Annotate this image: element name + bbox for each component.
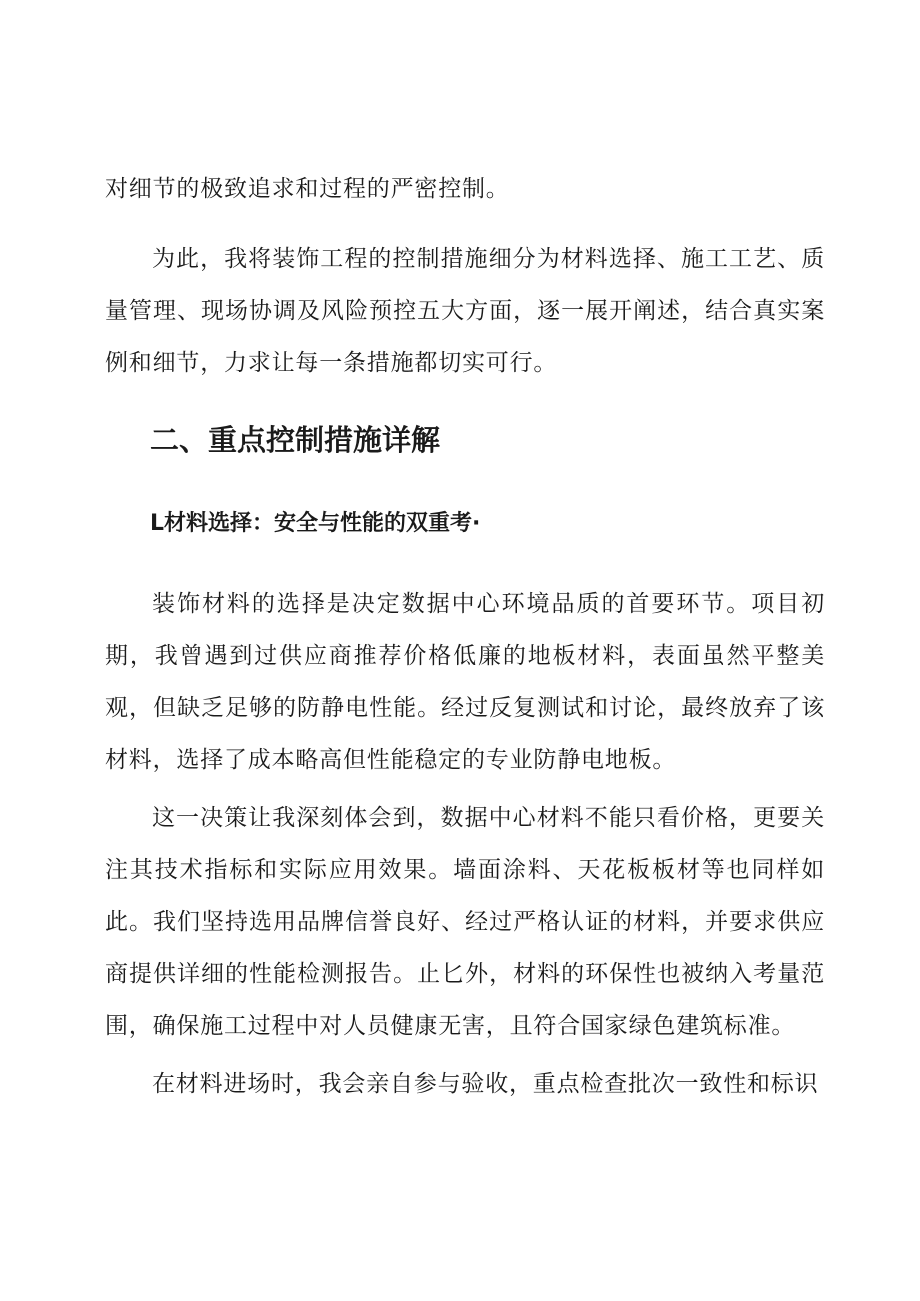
section-heading: 二、重点控制措施详解 — [150, 423, 441, 457]
body-paragraph: 在材料进场时，我会亲自参与验收，重点检查批次一致性和标识 — [152, 1071, 819, 1097]
intro-paragraph: 为此，我将装饰工程的控制措施细分为材料选择、施工工艺、质量管理、现场协调及风险预控五大方面，逐一展开阐述，结合真实案例和细节，力求让每一条措施都切实可行。 — [105, 246, 825, 376]
body-paragraph: 这一决策让我深刻体会到，数据中心材料不能只看价格，更要关注其技术指标和实际应用效果。墙面涂料、天花板板材等也同样如此。我们坚持选用品牌信誉良好、经过严格认证的材料，并要求供应商提供详细的性能检测报告。止匕外，材料的环保性也被纳入考量范围，确保施工过程中对人员健康无害，且符合国家绿色建筑标准。 — [105, 805, 825, 1039]
body-paragraph: 装饰材料的选择是决定数据中心环境品质的首要环节。项目初期，我曾遇到过供应商推荐价格低廉的地板材料，表面虽然平整美观，但缺乏足够的防静电性能。经过反复测试和讨论，最终放弃了该材料，选择了成本略高但性能稳定的专业防静电地板。 — [105, 591, 825, 773]
subsection-heading: L材料选择：安全与性能的双重考· — [150, 511, 481, 536]
continuation-paragraph: 对细节的极致追求和过程的严密控制。 — [105, 176, 510, 202]
